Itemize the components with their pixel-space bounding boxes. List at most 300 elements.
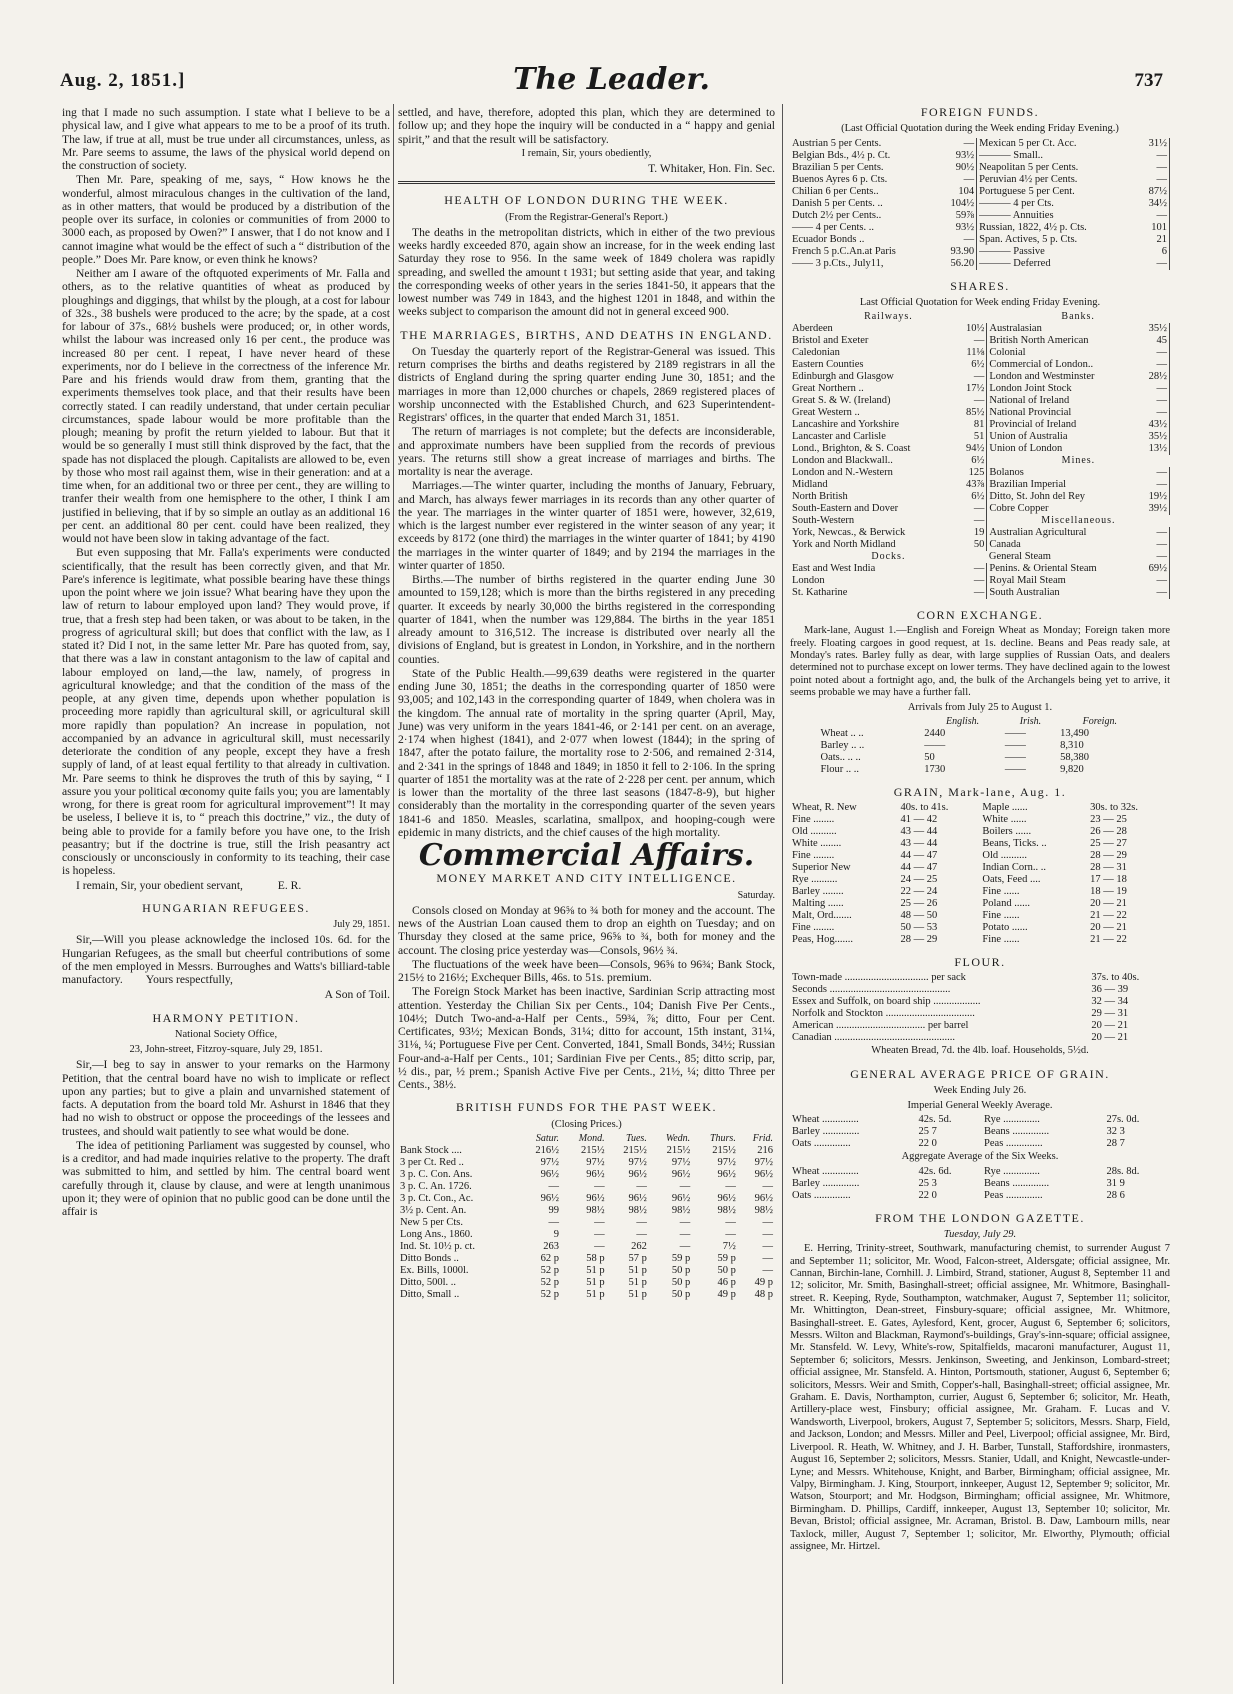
- table-cell: Ex. Bills, 1000l.: [400, 1264, 469, 1276]
- gap-heading: GENERAL AVERAGE PRICE OF GRAIN.: [850, 1066, 1110, 1081]
- table-cell: Wheat, R. New: [792, 802, 857, 814]
- health-body: The deaths in the metropolitan districts, which in either of the two previous weeks hardly exceeded 870, again show an increase, for in the week ending last Saturday they rose to 956. In the same week of 1849 cholera was rapidly spreading, and swelled the amount t 1931; but setting aside that year, and taking the corresponding weeks of other years in the series 1841-50, it appears that the lowest number was 749 in 1843, and the highest 1201 in 1848, and within the weeks subject to comparison the amount did not in general exceed 900.: [398, 225, 775, 319]
- table-row: [790, 1008, 1170, 1020]
- letter-end: settled, and have, therefore, adopted this plan, which they are determined to follow up; and they hope the inquiry will be conducted in a “ happy and genial spirit,” and that the result will be satisfactory.: [398, 106, 775, 146]
- table-cell: Peas ..............: [984, 1189, 1043, 1201]
- marriages-heading: THE MARRIAGES, BIRTHS, AND DEATHS IN ENGLAND.: [400, 327, 773, 342]
- table-cell: Peas ..............: [984, 1138, 1043, 1150]
- table-cell: 41 — 42: [900, 814, 938, 826]
- money-heading: MONEY MARKET AND CITY INTELLIGENCE.: [436, 871, 737, 886]
- table-cell: —: [954, 575, 987, 587]
- group-label: Banks.: [1061, 311, 1095, 322]
- table-cell: American .................................. per barrel: [792, 1020, 969, 1032]
- table-row: [790, 431, 1170, 443]
- hungarian-heading: HUNGARIAN REFUGEES.: [142, 900, 310, 915]
- table-row: [790, 347, 1170, 359]
- table-cell: South Australian: [989, 587, 1060, 598]
- table-cell: Colonial: [989, 347, 1026, 358]
- table-cell: 42s. 5d.: [918, 1114, 952, 1126]
- table-row: [398, 1145, 775, 1157]
- column-header: Mond.: [578, 1132, 605, 1144]
- gazette-body: E. Herring, Trinity-street, Southwark, manufacturing chemist, to surrender August 7 and September 11; solicitor, Mr. Wood, Falcon-street, Aldersgate; official assignee, Mr. Cannan, Birchin-lane, Cornhill. J. Limbird, Strand, stationer, August 8, September 11 and 12; solicitor, Mr. Smith, Basinghall-street; official assignee, Mr. Whitmore, Basinghall-street. R. Keeping, Ryde, Southampton, watchmaker, August 7, September 11; solicitor, Mr. Whittington, Dean-street, Finsbury-square; official assignee, Mr. Whitmore, Basinghall-street. E. Gates, Aylesford, Kent, grocer, August 6, September 6; solicitors, Messrs. Wilton and Blackman, Raymond's-buildings, Gray's-inn-square; official assignee, Mr. Stansfeld. W. Levy, White's-row, Spitalfields, macaroni manufacturer, August 11, September 6; solicitors, Messrs. Jenkinson, Sweeting, and Jenkinson, Lombard-street; official assignee, Mr. Stansfeld. A. Hinton, Portsmouth, stationer, August 6, September 6; solicitors, Messrs. Weir and Smith, Copper's-hall, Basinghall-street; official assignee, Mr. Graham. E. Davis, Northampton, currier, August 6, September 6; solicitor, Mr. Heath, Artillery-place west, Finsbury; official assignee, Mr. Graham. F. Lucas and V. Wandsworth, Liverpool, brokers, August 7, September 5; solicitors, Messrs. Sharp, Field, and Jackson, London; and Messrs. Miller and Peel, Liverpool; official assignee, Mr. Bird, Liverpool. R. Heath, W. Whitney, and J. H. Barber, Tunstall, Staffordshire, ironmasters, August 16, September 2; solicitors, Messrs. Stanier, Udall, and Knight, Newcastle-under-Lyne; and Messrs. Whitehouse, Knight, and Barber, Birmingham; official assignee, Mr. Valpy, Birmingham. J. King, Stourport, innkeeper, August 12, September 9; solicitor, Mr. Watson, Stourport; and Mr. Hodgson, Birmingham; official assignee, Mr. Whitmore, Birmingham. D. Phillips, Cardiff, innkeeper, August 13, September 10; solicitor, Mr. Bevan, Bristol; official assignee, Mr. Acraman, Bristol. B. Daw, Lambourn mills, near Taxlock, miller, August 7, September 1; solicitor, Mr. Elworthy, Plymouth; official assignee, Mr. Hirtzel.: [790, 1243, 1170, 1552]
- table-cell: 125: [954, 467, 987, 479]
- table-cell: 35½: [1137, 323, 1170, 335]
- table-cell: 6: [1137, 246, 1170, 258]
- table-cell: Maple ......: [982, 802, 1028, 814]
- table-cell: Barley ..............: [792, 1126, 860, 1138]
- table-row: [398, 1241, 775, 1253]
- table-cell: Ind. St. 10½ p. ct.: [400, 1240, 475, 1252]
- table-cell: —: [725, 1216, 736, 1228]
- table-cell: —: [954, 371, 987, 383]
- table-cell: Flour .. ..: [820, 763, 860, 775]
- table-row: [790, 174, 1170, 186]
- bread-price: Wheaten Bread, 7d. the 4lb. loaf. Households, 5½d.: [871, 1045, 1089, 1057]
- table-row: [790, 826, 1170, 838]
- table-cell: 20 — 21: [1091, 1020, 1129, 1032]
- table-cell: —: [636, 1228, 647, 1240]
- table-cell: —: [548, 1216, 559, 1228]
- table-cell: South-Western: [792, 515, 855, 526]
- table-cell: 93½: [944, 150, 977, 162]
- table-cell: 22 0: [918, 1189, 937, 1201]
- table-cell: National Provincial: [989, 407, 1072, 418]
- table-cell: Belgian Bds., 4½ p. Ct.: [792, 149, 891, 161]
- table-cell: 43 — 44: [900, 826, 938, 838]
- foreign-funds-table: [790, 138, 1170, 270]
- column-header: Satur.: [535, 1132, 559, 1144]
- letter-signature: I remain, Sir, your obedient servant, E. R.: [76, 878, 302, 892]
- table-row: [790, 383, 1170, 395]
- table-row: [398, 1289, 775, 1301]
- table-cell: 21: [1137, 234, 1170, 246]
- table-cell: 2440: [924, 727, 946, 739]
- table-cell: Cobre Copper: [989, 503, 1049, 514]
- table-row: [790, 1032, 1170, 1044]
- table-cell: —: [954, 335, 987, 347]
- table-row: [790, 934, 1170, 946]
- table-cell: —: [954, 515, 987, 527]
- table-cell: Fine ........: [792, 922, 835, 934]
- table-row: [819, 740, 1142, 752]
- table-cell: Fine ......: [982, 910, 1020, 922]
- table-row: [790, 150, 1170, 162]
- table-cell: Bristol and Exeter: [792, 335, 869, 346]
- marriages-paragraph: The return of marriages is not complete; but the defects are inconsiderable, and approximate numbers have been supplied from the records of previous years. The returns still show a great increase of marriages and births. The mortality is near the average.: [398, 425, 775, 478]
- table-cell: 31 9: [1106, 1177, 1125, 1189]
- table-cell: 25 — 27: [1090, 838, 1127, 850]
- table-cell: Superior New: [792, 862, 851, 874]
- table-row: [790, 335, 1170, 347]
- table-cell: British North American: [989, 335, 1089, 346]
- table-row: [790, 563, 1170, 575]
- table-cell: London: [792, 575, 825, 586]
- table-cell: 48 — 50: [900, 910, 938, 922]
- table-cell: Portuguese 5 per Cent.: [979, 185, 1075, 197]
- table-row: [790, 395, 1170, 407]
- table-cell: 51 p: [628, 1276, 647, 1288]
- table-cell: 10½: [954, 323, 987, 335]
- table-cell: Lond., Brighton, & S. Coast: [792, 443, 911, 454]
- table-cell: 28s. 8d.: [1106, 1165, 1140, 1177]
- table-cell: —: [636, 1180, 647, 1192]
- table-cell: —: [725, 1228, 736, 1240]
- table-cell: —: [594, 1240, 605, 1252]
- table-cell: Edinburgh and Glasgow: [792, 371, 894, 382]
- table-cell: London Joint Stock: [989, 383, 1072, 394]
- table-cell: St. Katharine: [792, 587, 848, 598]
- table-cell: 97½: [540, 1156, 559, 1168]
- table-cell: Poland ......: [982, 898, 1030, 910]
- table-cell: 87½: [1137, 186, 1170, 198]
- table-cell: —: [954, 503, 987, 515]
- table-cell: —: [679, 1216, 691, 1228]
- table-cell: Essex and Suffolk, on board ship ..................: [792, 996, 981, 1008]
- table-cell: Span. Actives, 5 p. Cts.: [979, 233, 1078, 245]
- table-cell: 59⅞: [944, 210, 977, 222]
- issue-date: Aug. 2, 1851.]: [60, 70, 186, 91]
- masthead: [60, 62, 1163, 102]
- table-cell: Neapolitan 5 per Cents.: [979, 161, 1079, 173]
- table-row: [790, 186, 1170, 198]
- table-cell: Austrian 5 per Cents.: [792, 137, 882, 149]
- harmony-paragraph: The idea of petitioning Parliament was suggested by counsel, who is a creditor, and had made inquiries relative to the property. The draft was submitted to him, and settled by him. The central board went carefully through it, clause by clause, and were at length unanimous upon it; they were of opinion that no public good can be done until the affair is: [62, 1138, 390, 1218]
- table-cell: General Steam: [988, 551, 1051, 562]
- table-row: [819, 728, 1142, 740]
- table-row: [398, 1205, 775, 1217]
- table-cell: 52 p: [540, 1264, 559, 1276]
- table-cell: —: [762, 1252, 773, 1264]
- table-cell: 96½: [540, 1168, 559, 1180]
- column-header: Wedn.: [665, 1132, 691, 1144]
- table-cell: Fine ......: [982, 886, 1020, 898]
- table-row: [790, 1166, 1170, 1178]
- column-header: [819, 716, 923, 728]
- column-rule: [393, 104, 394, 1684]
- table-cell: —: [725, 1180, 736, 1192]
- table-cell: ——— Annuities: [979, 209, 1054, 221]
- table-cell: 49 p: [717, 1288, 736, 1300]
- table-cell: 58,380: [1060, 751, 1089, 763]
- table-cell: 3 p. Ct. Con., Ac.: [400, 1192, 474, 1204]
- table-cell: 40s. to 41s.: [900, 802, 949, 814]
- table-row: [790, 455, 1170, 467]
- section-divider: [398, 181, 775, 184]
- group-label: Docks.: [871, 551, 906, 562]
- table-cell: 1730: [924, 763, 946, 775]
- table-cell: —: [594, 1216, 605, 1228]
- table-cell: ——— Passive: [979, 245, 1045, 257]
- table-cell: Bolanos: [989, 467, 1024, 478]
- table-row: [790, 1190, 1170, 1202]
- table-cell: 36 — 39: [1091, 984, 1129, 996]
- column-2: [398, 106, 775, 1694]
- table-row: [790, 371, 1170, 383]
- table-cell: 96½: [628, 1168, 647, 1180]
- table-cell: 18 — 19: [1090, 886, 1127, 898]
- foreign-funds-heading: FOREIGN FUNDS.: [920, 106, 1040, 119]
- group-label: Miscellaneous.: [1041, 515, 1116, 526]
- table-row: [790, 419, 1170, 431]
- table-cell: 23 — 25: [1090, 814, 1127, 826]
- corn-body: Mark-lane, August 1.—English and Foreign Wheat as Monday; Foreign taken more freely. Floating cargoes in good request, at 1s. decline. Beans and Peas ready sale, at Monday's rates. Barley fully as dear, with large supplies of Russian Oats, and dealers determined not to purchase except on lower terms. They have declined again to the lowest point noted about a fortnight ago, and, the bulk of the Archangels being yet to arrive, it seems probable we may have a further fall.: [790, 625, 1170, 699]
- table-cell: Canadian ..............................................: [792, 1032, 956, 1044]
- table-cell: White ......: [982, 814, 1027, 826]
- table-row: [790, 210, 1170, 222]
- table-cell: Australian Agricultural: [989, 527, 1087, 538]
- table-row: [790, 503, 1170, 515]
- table-cell: Wheat ..............: [792, 1114, 859, 1126]
- table-cell: 96½: [586, 1192, 605, 1204]
- table-row: [790, 443, 1170, 455]
- table-cell: 97½: [586, 1156, 605, 1168]
- table-cell: York and North Midland: [792, 539, 896, 550]
- table-row: [790, 1114, 1170, 1126]
- table-cell: 25 — 26: [900, 898, 938, 910]
- table-cell: 31½: [1137, 138, 1170, 150]
- hungarian-signature: A Son of Toil.: [324, 988, 390, 1002]
- table-cell: 51 p: [586, 1288, 605, 1300]
- table-cell: Brazilian Imperial: [989, 479, 1067, 490]
- table-row: [790, 1178, 1170, 1190]
- table-cell: Bank Stock ....: [400, 1144, 462, 1156]
- table-cell: Barley ........: [792, 886, 844, 898]
- table-cell: 52 p: [540, 1276, 559, 1288]
- table-cell: 98½: [717, 1204, 736, 1216]
- table-cell: Union of London: [989, 443, 1063, 454]
- table-cell: 17 — 18: [1090, 874, 1127, 886]
- table-row: [398, 1265, 775, 1277]
- table-cell: Buenos Ayres 6 p. Cts.: [792, 173, 888, 185]
- table-cell: 216½: [535, 1144, 559, 1156]
- table-header: [398, 1133, 775, 1145]
- table-cell: 97½: [628, 1156, 647, 1168]
- table-row: [790, 838, 1170, 850]
- table-row: [790, 850, 1170, 862]
- foreign-funds-sub: (Last Official Quotation during the Week ending Friday Evening.): [841, 123, 1119, 135]
- table-cell: 96½: [540, 1192, 559, 1204]
- table-cell: 26 — 28: [1090, 826, 1127, 838]
- table-cell: 3 p. C. An. 1726.: [400, 1180, 472, 1192]
- table-cell: North British: [792, 491, 848, 502]
- letter-paragraph: Then Mr. Pare, speaking of me, says, “ How knows he the wonderful, almost miraculous changes in the cultivation of the land, as in other matters, that would be produced by a distribution of the people over its surface, in colonies or communities of from 2000 to 3000 each, as proposed by Owen?” I answer, that I do not know and I cannot imagine what would be the effect of such a “ distribution of the people.” Does Mr. Pare know, or even think he knows?: [62, 173, 390, 266]
- table-cell: 9: [553, 1228, 559, 1240]
- gap-imperial: Imperial General Weekly Average.: [907, 1100, 1053, 1112]
- letter-paragraph: But even supposing that Mr. Falla's experiments were conducted scientifically, that the result has been correctly given, and that Mr. Pare's inference is legitimate, what possible bearing have these things upon the point where we join issue? What bearing have they upon the law of return to labour employed upon land? They would prove, if true, that a fresh step had been taken, or was about to be taken, in the progress of agricultural skill; but does that conflict with the law, as I stated it? Did I not, in the same letter Mr. Pare has quoted from, say, that there was a law in constant antagonism to the law of capital and labour employed on land,—the law, namely, of progress in agricultural knowledge; and that the condition of the mass of the people, at any given time, depends upon whether population is proceeding more rapidly than agricultural skill, or agricultural skill more rapidly than population? An increase in population, not accompanied by an advance in agricultural skill, must necessarily deteriorate the condition of any people, except they have a fresh supply of land, of at least equal fertility to that already in cultivation. Mr. Pare seems to think he disproves the truth of this by saying, “ I assure you your political œconomy quite fails you; you are lamentably wrong, for there is great room for agricultural improvement”! It may be useless, I believe it is, to “ preach this doctrine,” viz., the duty of being able to provide for a family before you have one, to the Irish peasantry; but if the doctrine is true, still the Irish peasantry act consciously or unconsciously in conformity to its teaching, their case is hopeless.: [62, 546, 390, 878]
- table-row: [819, 764, 1142, 776]
- table-cell: 25 3: [918, 1177, 937, 1189]
- table-cell: Great Western ..: [792, 407, 860, 418]
- table-cell: Malt, Ord.......: [792, 910, 852, 922]
- table-cell: 6½: [954, 491, 987, 503]
- table-cell: 262: [631, 1240, 647, 1252]
- table-cell: —: [594, 1228, 605, 1240]
- table-cell: 90½: [944, 162, 977, 174]
- table-cell: 96½: [717, 1192, 736, 1204]
- table-cell: 96½: [717, 1168, 736, 1180]
- table-row: [790, 246, 1170, 258]
- table-row: [790, 1138, 1170, 1150]
- arrivals-heading: Arrivals from July 25 to August 1.: [907, 701, 1053, 713]
- marriages-paragraph: Births.—The number of births registered in the quarter ending June 30 amounted to 159,128; which is more than the births registered in any preceding quarter. It exceeds by nearly 30,000 the births registered in the corresponding quarter of 1841, when the number was 129,884. The births in the year 1851 already amount to 316,512. The increase is distributed over nearly all the divisions of England, but is greatest in London, in Yorkshire, and in the northern counties.: [398, 573, 775, 666]
- table-cell: Ditto, 500l. ..: [400, 1276, 457, 1288]
- table-cell: 50 p: [717, 1264, 736, 1276]
- table-cell: —: [762, 1216, 773, 1228]
- table-row: [790, 359, 1170, 371]
- table-cell: 93½: [944, 222, 977, 234]
- table-cell: —: [944, 174, 977, 186]
- table-cell: 22 — 24: [900, 886, 938, 898]
- table-cell: 35½: [1137, 431, 1170, 443]
- column-header: Irish.: [1019, 715, 1042, 727]
- table-cell: Ditto, Small ..: [400, 1288, 460, 1300]
- table-cell: 263: [543, 1240, 559, 1252]
- table-cell: 43 — 44: [900, 838, 938, 850]
- table-row: [398, 1277, 775, 1289]
- table-cell: —: [1137, 359, 1170, 371]
- table-cell: 21 — 22: [1090, 910, 1127, 922]
- table-cell: —: [1137, 150, 1170, 162]
- column-header: Foreign.: [1082, 715, 1117, 727]
- table-cell: Mexican 5 per Ct. Acc.: [979, 137, 1077, 149]
- table-row: [790, 539, 1170, 551]
- table-cell: 25 7: [918, 1126, 937, 1138]
- table-row: [790, 886, 1170, 898]
- table-cell: 22 0: [918, 1138, 937, 1150]
- table-cell: Provincial of Ireland: [989, 419, 1077, 430]
- table-cell: —: [679, 1240, 691, 1252]
- table-cell: 28½: [1137, 371, 1170, 383]
- table-cell: 50: [954, 539, 987, 551]
- table-cell: Old ..........: [982, 850, 1028, 862]
- group-label: Railways.: [864, 311, 913, 322]
- table-cell: 215½: [712, 1144, 736, 1156]
- table-cell: Fine ........: [792, 850, 835, 862]
- table-cell: 98½: [628, 1204, 647, 1216]
- table-row: [790, 874, 1170, 886]
- table-cell: Oats.. .. ..: [820, 751, 861, 763]
- table-cell: —— 4 per Cents. ..: [792, 221, 874, 233]
- corn-heading: CORN EXCHANGE.: [916, 608, 1044, 622]
- table-row: [790, 898, 1170, 910]
- table-cell: —: [762, 1228, 773, 1240]
- table-cell: 101: [1137, 222, 1170, 234]
- commercial-affairs-title: Commercial Affairs.: [418, 838, 755, 873]
- table-cell: Fine ......: [982, 934, 1020, 946]
- table-cell: 43½: [1137, 419, 1170, 431]
- table-cell: London and Blackwall..: [792, 455, 893, 466]
- table-cell: White ........: [792, 838, 842, 850]
- table-row: [790, 587, 1170, 599]
- table-cell: Peruvian 4½ per Cents.: [979, 173, 1078, 185]
- table-cell: 96½: [586, 1168, 605, 1180]
- table-row: [790, 551, 1170, 563]
- letter-paragraph: ing that I made no such assumption. I state what I believe to be a physical law, and I give what appears to me to be a proof of its truth. The law, if true at all, must be true under all circumstances, unless, as Mr. Pare seems to assume, the laws of the physical world depend on the construction of society.: [62, 106, 390, 172]
- table-cell: East and West India: [792, 563, 876, 574]
- table-cell: 51 p: [586, 1264, 605, 1276]
- table-cell: Barley ..............: [792, 1177, 860, 1189]
- table-cell: —: [762, 1240, 773, 1252]
- table-cell: 50: [924, 751, 935, 763]
- table-cell: 215½: [580, 1144, 605, 1156]
- table-cell: Brazilian 5 per Cents.: [792, 161, 884, 173]
- table-cell: —: [762, 1264, 773, 1276]
- table-cell: 215½: [623, 1144, 647, 1156]
- table-cell: 13,490: [1060, 727, 1089, 739]
- table-cell: —: [1137, 210, 1170, 222]
- table-cell: —: [1137, 174, 1170, 186]
- table-row: [790, 467, 1170, 479]
- table-cell: —: [944, 234, 977, 246]
- table-cell: 96½: [754, 1192, 773, 1204]
- table-cell: Ditto Bonds ..: [400, 1252, 459, 1264]
- table-row: [790, 222, 1170, 234]
- grain-heading: GRAIN, Mark-lane, Aug. 1.: [893, 784, 1067, 799]
- harmony-org: National Society Office,: [174, 1028, 278, 1040]
- table-cell: —: [1137, 407, 1170, 419]
- shares-sub: Last Official Quotation for Week ending Friday Evening.: [859, 296, 1101, 308]
- flour-heading: FLOUR.: [954, 955, 1006, 970]
- table-cell: 28 7: [1106, 1138, 1125, 1150]
- table-cell: 81: [954, 419, 987, 431]
- table-row: [790, 575, 1170, 587]
- table-cell: 97½: [671, 1156, 691, 1168]
- table-row: [790, 910, 1170, 922]
- table-row: [790, 1020, 1170, 1032]
- table-cell: 56.20: [944, 258, 977, 270]
- column-header: [398, 1133, 519, 1145]
- table-cell: ——: [1004, 763, 1026, 775]
- table-cell: 58 p: [586, 1252, 605, 1264]
- table-cell: Peas, Hog.......: [792, 934, 853, 946]
- table-cell: ——— Small..: [979, 149, 1044, 161]
- table-cell: —: [1137, 347, 1170, 359]
- table-row: [819, 752, 1142, 764]
- table-cell: 104½: [944, 198, 977, 210]
- table-cell: Fine ........: [792, 814, 835, 826]
- table-cell: 96½: [754, 1168, 773, 1180]
- table-cell: 50 p: [671, 1288, 691, 1300]
- table-cell: 42s. 6d.: [918, 1165, 952, 1177]
- hungarian-body: Sir,—Will you please acknowledge the inclosed 10s. 6d. for the Hungarian Refugees, as the small but cheerful contributions of some of the men employed in Messrs. Burroughes and Watts's billiard-table manufactory. Yours respectfully,: [62, 933, 390, 986]
- table-row: [790, 862, 1170, 874]
- table-row: [790, 802, 1170, 814]
- table-cell: Union of Australia: [989, 431, 1068, 442]
- column-header: Thurs.: [709, 1132, 736, 1144]
- table-cell: Eastern Counties: [792, 359, 864, 370]
- column-rule: [782, 104, 783, 1684]
- table-cell: 93.90: [944, 246, 977, 258]
- table-row: [398, 1193, 775, 1205]
- table-cell: 19½: [1137, 491, 1170, 503]
- table-cell: 20 — 21: [1090, 922, 1127, 934]
- table-cell: Oats ..............: [792, 1138, 851, 1150]
- table-cell: —: [1137, 551, 1170, 563]
- table-cell: 59 p: [717, 1252, 736, 1264]
- table-row: [790, 922, 1170, 934]
- table-cell: Canada: [989, 539, 1021, 550]
- table-cell: Aberdeen: [792, 323, 833, 334]
- table-cell: —: [1137, 395, 1170, 407]
- table-cell: —: [762, 1180, 773, 1192]
- table-row: [790, 162, 1170, 174]
- gazette-date: Tuesday, July 29.: [943, 1228, 1017, 1240]
- paper-title: The Leader.: [513, 62, 710, 97]
- table-cell: 32 — 34: [1091, 996, 1129, 1008]
- table-cell: —: [636, 1216, 647, 1228]
- table-cell: Russian, 1822, 4½ p. Cts.: [979, 221, 1087, 233]
- table-cell: 8,310: [1060, 739, 1084, 751]
